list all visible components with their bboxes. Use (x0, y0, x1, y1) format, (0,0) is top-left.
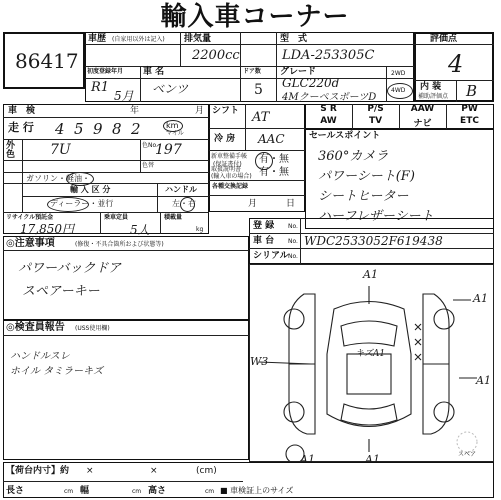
note-line: スペアーキー (22, 284, 100, 299)
handle-circle (180, 197, 195, 212)
grade-value-2: 4MクーペスポーツD (282, 92, 377, 103)
color-no-value: 197 (155, 142, 182, 158)
mileage-digit: 4 (55, 120, 65, 138)
grade-value-1: GLC220d (282, 76, 340, 90)
mileage-unit-km: km (166, 121, 179, 130)
recycle-value: 17,850円 (20, 222, 74, 236)
import-options: ディーラー・並行 (50, 199, 114, 208)
mileage-digit: 2 (131, 120, 141, 138)
registration-label: 車歴 (88, 34, 107, 44)
equip-sr: S R (320, 104, 337, 114)
car-name-label: 車 名 (143, 67, 165, 77)
damage-mark: A1 (473, 292, 488, 305)
equipment-row2 (305, 116, 494, 129)
equipment-row1 (305, 104, 494, 114)
import-circle (47, 197, 89, 212)
shift-label: シフト (212, 106, 240, 116)
drive-2wd: 2WD (391, 70, 406, 77)
equip-etc: ETC (460, 116, 479, 126)
ac-label: 冷 房 (214, 134, 236, 144)
load-label: 積載量 (164, 214, 183, 221)
record-label: 新車整備手帳 (211, 153, 248, 160)
meter-label: 各種交換記録 (212, 183, 249, 190)
serial-label: シリアル (253, 251, 289, 261)
mileage-digit: 9 (93, 120, 103, 138)
damage-mark: A1 (365, 453, 380, 466)
fuel-options: ガソリン・軽油・ (26, 174, 90, 183)
damage-mark: キズA1 (355, 349, 386, 359)
capacity-label: 乗車定員 (104, 214, 129, 221)
inspector-line: ハンドルスレ (10, 351, 70, 362)
capacity-value: 5人 (130, 223, 150, 237)
interior-value: B (466, 82, 478, 100)
record-sub: (保証書付) (213, 161, 242, 168)
meter-month: 月 (248, 199, 258, 209)
length-unit: cm (64, 488, 74, 495)
damage-mark: A1 (300, 453, 315, 466)
equip-pw: PW (461, 104, 478, 114)
footer-note: ■ 車検証上のサイズ (220, 486, 294, 495)
reg-unit: No. (288, 223, 298, 230)
inspector-sub: (USS使用欄) (75, 325, 110, 332)
record-options: 有・無 (259, 154, 289, 165)
chassis-label: 車 台 (253, 236, 275, 246)
mileage-digit: 8 (112, 120, 122, 138)
cargo-times-1: × (86, 466, 94, 476)
drive-4wd: 4WD (391, 87, 406, 94)
selling-point: ハーフレザーシート (318, 209, 434, 224)
mileage-digit: 5 (74, 120, 84, 138)
first-reg-year: R1 (91, 80, 110, 95)
damage-mark: W3 (250, 355, 269, 368)
equip-ps: P/S (367, 104, 384, 114)
note-line: パワーバックドア (18, 261, 121, 276)
recycle-label: リサイクル預託金 (6, 214, 54, 221)
score-label: 評価点 (430, 34, 458, 44)
equip-aaw: AAW (410, 104, 435, 114)
first-reg-month: 5月 (114, 89, 134, 103)
handle-label: ハンドル (165, 185, 197, 194)
inspector-panel (3, 320, 249, 460)
cargo-cm: (cm) (196, 466, 217, 476)
chassis-value: WDC2533052F619438 (304, 234, 443, 248)
drive-4wd-circle (387, 83, 413, 99)
selling-point: シートヒーター (318, 189, 409, 204)
mileage-digits (55, 120, 150, 138)
inspection-month-unit: 月 (195, 106, 205, 116)
color-value: 7U (50, 142, 71, 158)
notes-title: ◎注意事項 (6, 238, 55, 249)
ac-value: AAC (258, 132, 285, 146)
interior-sub: 補助評価点 (418, 93, 449, 100)
color-label: 外 色 (6, 141, 16, 160)
displacement-value: 2200cc (192, 48, 240, 63)
equip-tv: TV (368, 116, 383, 126)
serial-unit: No. (288, 253, 298, 260)
equip-navi: ナビ (413, 119, 432, 129)
score-value: 4 (448, 50, 464, 78)
interior-label: 内 装 (420, 82, 442, 92)
first-reg-label: 初度登録年月 (87, 68, 124, 75)
selling-point: 360°カメラ (318, 149, 389, 164)
lot-number: 86417 (15, 49, 79, 73)
inspection-label: 車 検 (8, 106, 36, 116)
fuel-circle (66, 172, 94, 186)
manual-sub: (輸入車の場合) (211, 173, 252, 180)
height-label: 高さ (148, 486, 167, 496)
selling-point: パワーシート(F) (318, 169, 415, 184)
color-change-label: 色替 (142, 162, 155, 169)
manual-label: 取扱説明書 (211, 166, 242, 173)
selling-points-label: セールスポイント (309, 131, 381, 141)
inspection-year-unit: 年 (130, 106, 140, 116)
import-label: 輸 入 区 分 (70, 185, 111, 194)
damage-mark: A1 (476, 374, 491, 387)
damage-mark: A1 (363, 268, 378, 281)
height-unit: cm (205, 488, 215, 495)
notes-sub: (修復・不具合箇所および状態等) (75, 241, 164, 248)
color-no-label: 色No. (142, 142, 158, 149)
inspector-line: ホイル タミラーキズ (10, 366, 103, 377)
car-name-value: ベンツ (152, 82, 189, 96)
km-circle (163, 120, 183, 132)
spare-label: スペア (458, 451, 477, 458)
displacement-label: 排気量 (184, 34, 212, 44)
length-label: 長さ (6, 486, 25, 496)
doors-label: ドア数 (243, 68, 261, 75)
cargo-label: 【荷台内寸】約 (6, 466, 70, 476)
inspector-title: ◎検査員報告 (6, 322, 65, 333)
car-diagram (249, 264, 494, 462)
doors-value: 5 (254, 82, 263, 98)
shift-value: AT (252, 110, 270, 125)
manual-options: 有・無 (259, 167, 289, 178)
registration-note: (自家用以外は記入) (112, 36, 165, 43)
handle-options: 左・右 (172, 199, 196, 208)
equip-aw: AW (320, 116, 337, 126)
mileage-unit-mile: マイル (166, 130, 184, 137)
meter-day: 日 (286, 199, 296, 209)
reg-label: 登 録 (253, 221, 275, 231)
cargo-times-2: × (150, 466, 158, 476)
width-unit: cm (132, 488, 142, 495)
load-unit: kg (196, 226, 204, 233)
width-label: 幅 (80, 486, 90, 496)
grade-label: グレード (280, 67, 317, 77)
mileage-label: 走 行 (8, 121, 34, 134)
chassis-unit: No. (288, 238, 298, 245)
model-label: 型 式 (280, 34, 308, 44)
model-value: LDA-253305C (282, 48, 375, 63)
lot-number-box (3, 32, 85, 89)
page-title: 輸入車コーナー (160, 2, 350, 32)
spare-tire-icon (457, 432, 477, 452)
